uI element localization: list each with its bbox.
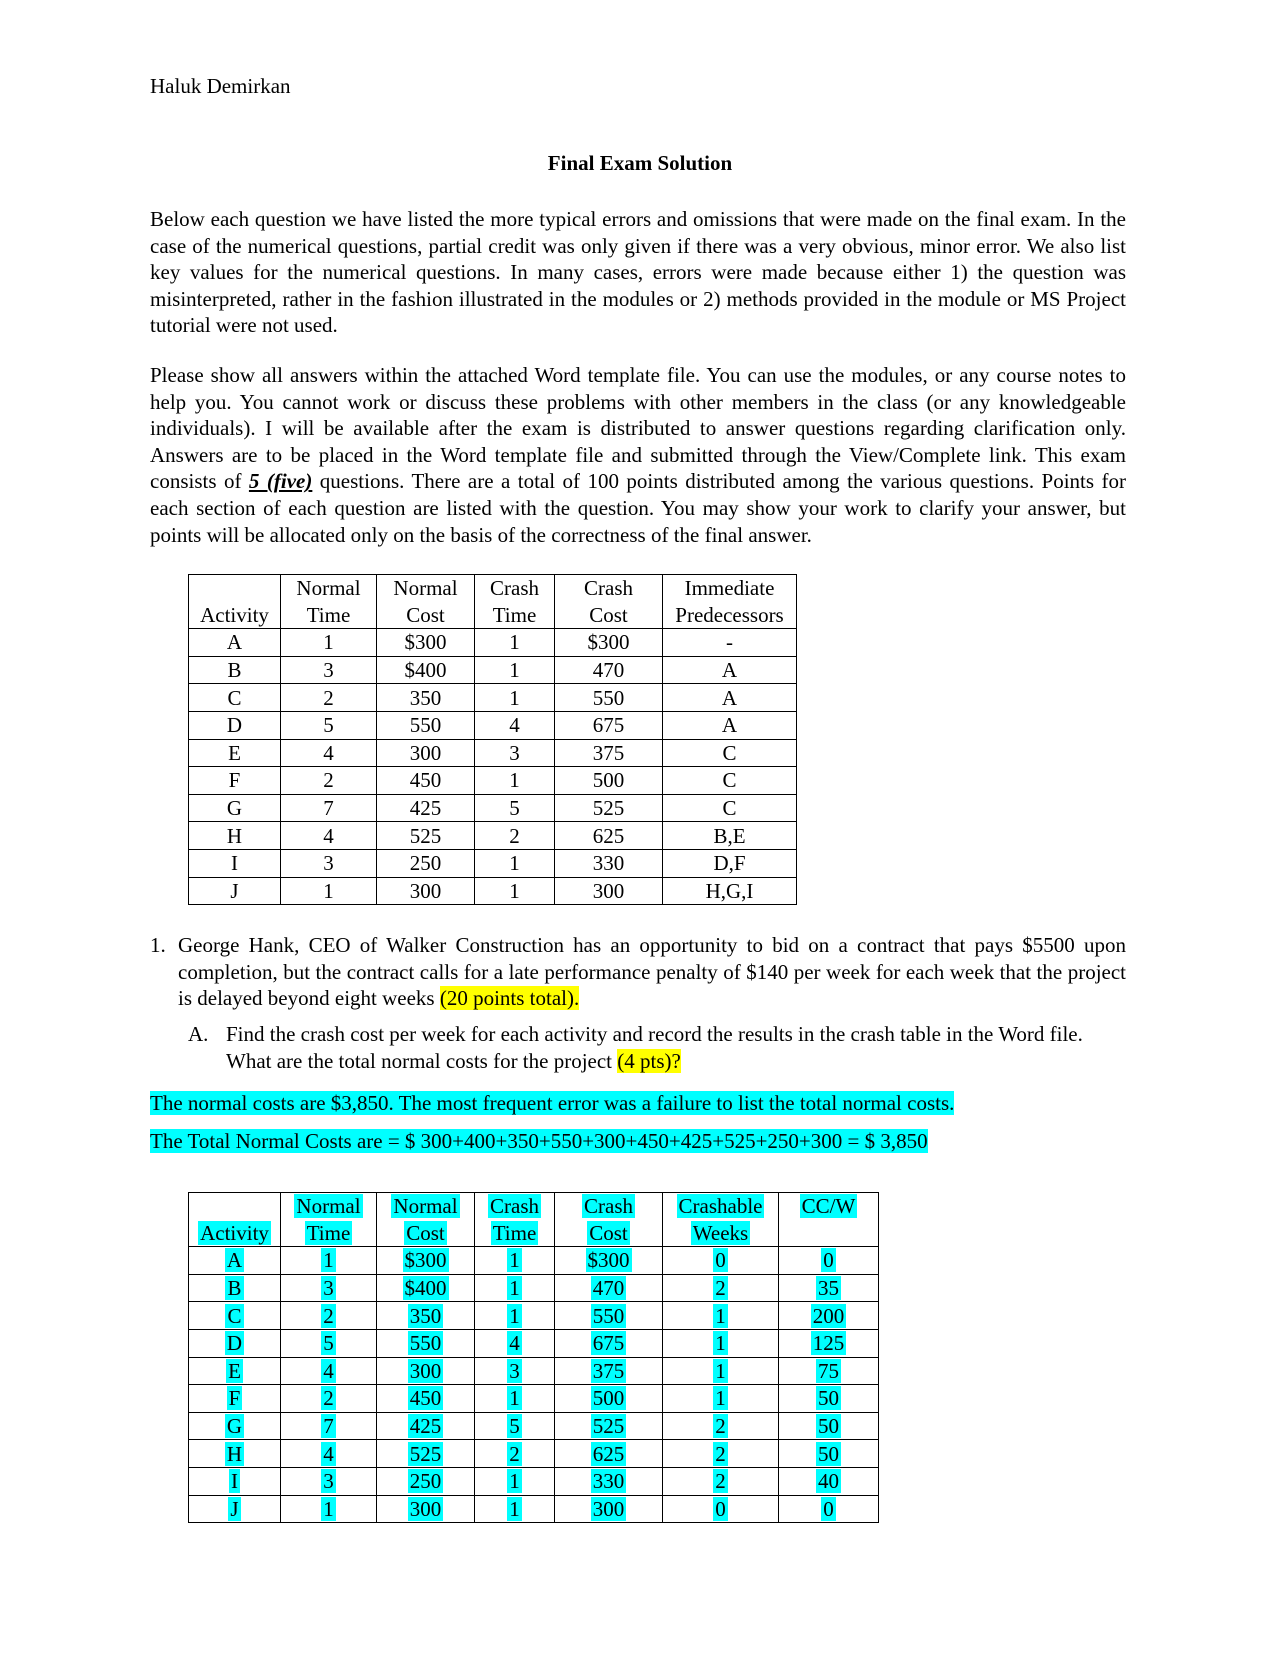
activity-table xyxy=(188,574,797,905)
table-cell-value: 3 xyxy=(323,1276,334,1301)
table-row xyxy=(189,629,797,657)
table-cell xyxy=(475,1440,555,1468)
table-cell xyxy=(377,1385,475,1413)
table-row xyxy=(189,711,797,739)
column-header-bottom xyxy=(475,1220,555,1247)
table-cell-value: 525 xyxy=(592,1414,625,1439)
table-cell-value: 0 xyxy=(823,1248,834,1273)
table-cell: H,G,I xyxy=(663,877,797,905)
table-cell: 1 xyxy=(475,849,555,877)
column-header-bottom xyxy=(663,1220,779,1247)
table-cell: 7 xyxy=(281,794,377,822)
table-cell xyxy=(555,1302,663,1330)
column-header-top xyxy=(475,1193,555,1220)
table-cell xyxy=(555,1247,663,1275)
table-cell: 550 xyxy=(377,711,475,739)
table-cell xyxy=(555,1412,663,1440)
table-cell xyxy=(377,1247,475,1275)
column-header-top xyxy=(779,1193,879,1220)
table-cell-value: 300 xyxy=(409,1358,442,1383)
table-cell-value: 7 xyxy=(323,1414,334,1439)
column-header-bottom-value: Activity xyxy=(200,1220,269,1245)
table-header-row-top xyxy=(189,575,797,602)
table-cell: F xyxy=(189,767,281,795)
table-cell: - xyxy=(663,629,797,657)
table-cell-value: 5 xyxy=(323,1331,334,1356)
table-cell-value: 50 xyxy=(818,1441,839,1466)
table-cell-value: 2 xyxy=(509,1441,520,1466)
table-cell-value: 2 xyxy=(715,1276,726,1301)
table-cell xyxy=(281,1385,377,1413)
table-cell-value: J xyxy=(230,1496,239,1521)
table-cell: 1 xyxy=(475,877,555,905)
table-cell xyxy=(475,1495,555,1523)
table-cell-value: 500 xyxy=(592,1386,625,1411)
table-cell: A xyxy=(663,711,797,739)
table-cell-value: 2 xyxy=(715,1441,726,1466)
table-cell: I xyxy=(189,849,281,877)
column-header-top-value: Crash xyxy=(584,1194,633,1219)
table-cell-value: E xyxy=(228,1358,241,1383)
table-cell-value: $300 xyxy=(404,1248,447,1273)
instructions-paragraph xyxy=(150,362,1126,548)
table-cell-value: $400 xyxy=(404,1276,447,1301)
table-cell-value: 550 xyxy=(409,1331,442,1356)
column-header-bottom xyxy=(779,1220,879,1247)
crash-table xyxy=(188,1192,879,1523)
table-cell xyxy=(281,1274,377,1302)
table-cell xyxy=(663,1357,779,1385)
table-cell xyxy=(663,1467,779,1495)
table-cell-value: 75 xyxy=(818,1358,839,1383)
table-cell: H xyxy=(189,822,281,850)
table-cell: C xyxy=(663,794,797,822)
table-cell: 1 xyxy=(281,629,377,657)
table-row xyxy=(189,1385,879,1413)
table-row xyxy=(189,849,797,877)
table-cell: 1 xyxy=(475,767,555,795)
table-cell xyxy=(663,1247,779,1275)
table-row xyxy=(189,877,797,905)
table-cell-value: 625 xyxy=(592,1441,625,1466)
table-cell: 525 xyxy=(555,794,663,822)
table-cell xyxy=(189,1302,281,1330)
table-cell: 550 xyxy=(555,684,663,712)
table-cell xyxy=(663,1495,779,1523)
table-cell-value: 3 xyxy=(323,1469,334,1494)
table-cell-value: 375 xyxy=(592,1358,625,1383)
table-cell: 2 xyxy=(281,684,377,712)
table-cell-value: 300 xyxy=(409,1496,442,1521)
table-cell: 300 xyxy=(377,877,475,905)
table-cell: D,F xyxy=(663,849,797,877)
table-cell xyxy=(189,1329,281,1357)
table-cell xyxy=(779,1412,879,1440)
table-cell-value: G xyxy=(226,1414,243,1439)
table-cell: 500 xyxy=(555,767,663,795)
table-cell xyxy=(377,1274,475,1302)
part-a-label: A. xyxy=(188,1022,209,1046)
column-header-top-value: Crash xyxy=(490,1194,539,1219)
table-cell-value: 4 xyxy=(509,1331,520,1356)
column-header-top-value: Normal xyxy=(296,1194,361,1219)
table-row xyxy=(189,739,797,767)
table-cell xyxy=(663,1412,779,1440)
table-cell: A xyxy=(189,629,281,657)
column-header-bottom: Time xyxy=(281,602,377,629)
column-header-top: Immediate xyxy=(663,575,797,602)
table-cell xyxy=(189,1467,281,1495)
table-cell: C xyxy=(663,739,797,767)
table-cell-value: 470 xyxy=(592,1276,625,1301)
table-cell: 300 xyxy=(377,739,475,767)
instructions-text-part2: questions. There are a total of 100 points distributed among the various questions. Points for each section of each question are listed with the question. You may show your work to clarify your answer, but points will be allocated only on the basis of the correctness of the final answer. xyxy=(150,469,1126,547)
table-cell-value: 525 xyxy=(409,1441,442,1466)
table-cell-value: 0 xyxy=(715,1248,726,1273)
table-cell: C xyxy=(663,767,797,795)
column-header-bottom: Predecessors xyxy=(663,602,797,629)
table-cell-value: D xyxy=(226,1331,243,1356)
table-cell xyxy=(779,1385,879,1413)
table-cell: 4 xyxy=(281,822,377,850)
table-cell-value: 0 xyxy=(823,1496,834,1521)
table-cell xyxy=(377,1329,475,1357)
answer-line-1 xyxy=(150,1090,954,1116)
table-cell xyxy=(281,1440,377,1468)
table-cell-value: 50 xyxy=(818,1414,839,1439)
table-cell xyxy=(281,1495,377,1523)
column-header-bottom: Cost xyxy=(555,602,663,629)
table-cell xyxy=(189,1440,281,1468)
table-cell-value: 4 xyxy=(323,1441,334,1466)
table-cell: E xyxy=(189,739,281,767)
table-cell-value: B xyxy=(227,1276,242,1301)
table-cell: 375 xyxy=(555,739,663,767)
table-cell: 2 xyxy=(281,767,377,795)
table-cell xyxy=(475,1329,555,1357)
table-cell: J xyxy=(189,877,281,905)
table-cell xyxy=(189,1412,281,1440)
table-cell: C xyxy=(189,684,281,712)
column-header-bottom: Activity xyxy=(189,602,281,629)
table-cell: 5 xyxy=(475,794,555,822)
table-cell: 5 xyxy=(281,711,377,739)
column-header-bottom-value: Cost xyxy=(589,1220,628,1245)
table-row xyxy=(189,1440,879,1468)
table-cell xyxy=(779,1467,879,1495)
table-cell xyxy=(779,1440,879,1468)
column-header-bottom-value: Time xyxy=(492,1220,537,1245)
table-cell xyxy=(475,1357,555,1385)
table-cell xyxy=(555,1467,663,1495)
column-header-bottom xyxy=(377,1220,475,1247)
part-a-points: (4 pts)? xyxy=(617,1048,681,1073)
answer-line-2-text: The Total Normal Costs are = $ 300+400+350+550+300+450+425+525+250+300 = $ 3,850 xyxy=(150,1129,928,1153)
table-cell-value: 2 xyxy=(715,1414,726,1439)
table-cell: 3 xyxy=(281,849,377,877)
table-cell-value: 300 xyxy=(592,1496,625,1521)
table-cell xyxy=(475,1412,555,1440)
table-row xyxy=(189,1467,879,1495)
column-header-bottom-value: Weeks xyxy=(692,1220,749,1245)
table-cell-value: 1 xyxy=(509,1496,520,1521)
table-cell: 525 xyxy=(377,822,475,850)
table-cell xyxy=(377,1412,475,1440)
table-cell: $300 xyxy=(377,629,475,657)
column-header-top: Crash xyxy=(555,575,663,602)
table-cell: 3 xyxy=(475,739,555,767)
table-cell-value: 1 xyxy=(509,1386,520,1411)
table-row xyxy=(189,656,797,684)
table-cell: 1 xyxy=(475,656,555,684)
table-cell: 470 xyxy=(555,656,663,684)
table-cell-value: 330 xyxy=(592,1469,625,1494)
table-cell-value: 200 xyxy=(812,1303,845,1328)
table-cell xyxy=(663,1385,779,1413)
table-row xyxy=(189,1495,879,1523)
table-cell xyxy=(189,1495,281,1523)
table-cell: 1 xyxy=(475,629,555,657)
table-cell-value: 2 xyxy=(323,1303,334,1328)
table-header-row-bottom xyxy=(189,1220,879,1247)
table-cell: B xyxy=(189,656,281,684)
question-1 xyxy=(150,932,1126,1012)
table-cell-value: H xyxy=(226,1441,243,1466)
column-header-top xyxy=(189,1193,281,1220)
table-cell xyxy=(377,1302,475,1330)
table-cell xyxy=(189,1385,281,1413)
table-cell: B,E xyxy=(663,822,797,850)
column-header-top xyxy=(663,1193,779,1220)
table-cell xyxy=(281,1247,377,1275)
table-cell xyxy=(475,1302,555,1330)
question-1-points: (20 points total). xyxy=(439,986,580,1011)
table-cell xyxy=(555,1357,663,1385)
table-cell-value: 1 xyxy=(509,1248,520,1273)
table-cell: 4 xyxy=(475,711,555,739)
intro-paragraph: Below each question we have listed the more typical errors and omissions that were made on the final exam. In the case of the numerical questions, partial credit was only given if there was a very obvious, minor error. We also list key values for the numerical questions. In many cases, errors were made because either 1) the question was misinterpreted, rather in the fashion illustrated in the modules or 2) methods provided in the module or MS Project tutorial were not used. xyxy=(150,207,1126,338)
table-cell: 625 xyxy=(555,822,663,850)
column-header-bottom-value: Cost xyxy=(406,1220,445,1245)
table-cell xyxy=(281,1467,377,1495)
table-cell: 4 xyxy=(281,739,377,767)
table-cell xyxy=(377,1495,475,1523)
table-cell xyxy=(377,1440,475,1468)
table-row xyxy=(189,1247,879,1275)
table-cell-value: 250 xyxy=(409,1469,442,1494)
table-cell xyxy=(281,1412,377,1440)
table-cell: 1 xyxy=(475,684,555,712)
table-cell-value: 1 xyxy=(509,1276,520,1301)
table-cell xyxy=(475,1247,555,1275)
table-cell xyxy=(281,1302,377,1330)
table-cell xyxy=(779,1302,879,1330)
table-cell xyxy=(377,1357,475,1385)
table-cell-value: 1 xyxy=(715,1303,726,1328)
table-cell-value: 1 xyxy=(509,1469,520,1494)
table-cell: $400 xyxy=(377,656,475,684)
table-cell-value: 1 xyxy=(323,1248,334,1273)
column-header-bottom xyxy=(281,1220,377,1247)
table-cell xyxy=(189,1274,281,1302)
column-header-top xyxy=(189,575,281,602)
answer-line-2 xyxy=(150,1128,928,1154)
table-cell xyxy=(281,1329,377,1357)
table-cell xyxy=(189,1247,281,1275)
table-cell-value: 450 xyxy=(409,1386,442,1411)
table-cell: 450 xyxy=(377,767,475,795)
table-cell-value: 3 xyxy=(509,1358,520,1383)
table-cell-value: 350 xyxy=(409,1303,442,1328)
table-cell xyxy=(555,1495,663,1523)
table-cell-value: 125 xyxy=(812,1331,845,1356)
table-row xyxy=(189,684,797,712)
part-a-text: Find the crash cost per week for each activity and record the results in the crash table in the Word file. What are the total normal costs for the project xyxy=(226,1022,1083,1073)
table-cell xyxy=(475,1274,555,1302)
table-cell-value: 675 xyxy=(592,1331,625,1356)
table-cell-value: I xyxy=(231,1469,238,1494)
table-cell: $300 xyxy=(555,629,663,657)
question-1-part-a xyxy=(188,1021,1126,1074)
table-cell-value: 2 xyxy=(715,1469,726,1494)
table-cell-value: 1 xyxy=(323,1496,334,1521)
table-row xyxy=(189,1329,879,1357)
column-header-bottom-value: Time xyxy=(306,1220,351,1245)
table-cell-value: $300 xyxy=(587,1248,630,1273)
table-row xyxy=(189,794,797,822)
table-cell: A xyxy=(663,656,797,684)
column-header-top xyxy=(377,1193,475,1220)
table-header-row-bottom xyxy=(189,602,797,629)
table-cell xyxy=(779,1329,879,1357)
table-cell-value: 425 xyxy=(409,1414,442,1439)
table-cell: 330 xyxy=(555,849,663,877)
table-cell: G xyxy=(189,794,281,822)
table-cell-value: C xyxy=(227,1303,242,1328)
question-1-text: George Hank, CEO of Walker Construction has an opportunity to bid on a contract that pays $5500 upon completion, but the contract calls for a late performance penalty of $140 per week for each week that the project is delayed beyond eight weeks xyxy=(178,933,1126,1011)
table-row xyxy=(189,1274,879,1302)
column-header-bottom: Time xyxy=(475,602,555,629)
question-count-emphasis: 5 (five) xyxy=(248,469,313,494)
table-cell-value: 4 xyxy=(323,1358,334,1383)
table-row xyxy=(189,1412,879,1440)
table-cell-value: 1 xyxy=(715,1358,726,1383)
table-cell xyxy=(555,1385,663,1413)
table-cell: 250 xyxy=(377,849,475,877)
table-cell xyxy=(663,1302,779,1330)
table-cell xyxy=(475,1385,555,1413)
answer-line-1-text: The normal costs are $3,850. The most frequent error was a failure to list the total normal costs. xyxy=(150,1091,955,1115)
table-cell: D xyxy=(189,711,281,739)
column-header-top-value: CC/W xyxy=(801,1194,856,1219)
table-cell: 675 xyxy=(555,711,663,739)
author-name: Haluk Demirkan xyxy=(150,74,291,98)
document-title: Final Exam Solution xyxy=(547,151,733,175)
table-cell: 3 xyxy=(281,656,377,684)
table-cell-value: 40 xyxy=(818,1469,839,1494)
table-cell xyxy=(377,1467,475,1495)
table-cell-value: 1 xyxy=(715,1331,726,1356)
column-header-bottom: Cost xyxy=(377,602,475,629)
table-cell: 425 xyxy=(377,794,475,822)
table-row xyxy=(189,767,797,795)
table-cell xyxy=(555,1329,663,1357)
table-cell xyxy=(281,1357,377,1385)
table-cell: 300 xyxy=(555,877,663,905)
table-row xyxy=(189,822,797,850)
table-cell-value: 1 xyxy=(509,1303,520,1328)
table-cell xyxy=(189,1357,281,1385)
table-cell xyxy=(555,1440,663,1468)
column-header-top: Crash xyxy=(475,575,555,602)
column-header-bottom xyxy=(189,1220,281,1247)
column-header-bottom xyxy=(555,1220,663,1247)
table-cell xyxy=(555,1274,663,1302)
column-header-top-value: Normal xyxy=(393,1194,458,1219)
table-cell-value: 5 xyxy=(509,1414,520,1439)
table-cell xyxy=(663,1440,779,1468)
table-cell: 1 xyxy=(281,877,377,905)
table-cell: A xyxy=(663,684,797,712)
table-row xyxy=(189,1302,879,1330)
table-cell-value: 2 xyxy=(323,1386,334,1411)
table-cell: 350 xyxy=(377,684,475,712)
table-row xyxy=(189,1357,879,1385)
table-cell: 2 xyxy=(475,822,555,850)
column-header-top: Normal xyxy=(377,575,475,602)
column-header-top: Normal xyxy=(281,575,377,602)
column-header-top-value: Crashable xyxy=(678,1194,763,1219)
table-cell xyxy=(779,1357,879,1385)
table-cell xyxy=(779,1495,879,1523)
column-header-top xyxy=(281,1193,377,1220)
instructions-text-part1: Please show all answers within the attached Word template file. You can use the modules, or any course notes to help you. You cannot work or discuss these problems with other members in the class (or any knowledgeable individuals). I will be available after the exam is distributed to answer questions regarding clarification only. Answers are to be placed in the Word template file and submitted through the View/Complete link. This exam consists of xyxy=(150,363,1126,494)
table-cell xyxy=(779,1274,879,1302)
table-cell-value: 0 xyxy=(715,1496,726,1521)
table-cell-value: 35 xyxy=(818,1276,839,1301)
column-header-top xyxy=(555,1193,663,1220)
table-header-row-top xyxy=(189,1193,879,1220)
question-1-number: 1. xyxy=(150,933,166,957)
table-cell-value: F xyxy=(228,1386,241,1411)
table-cell xyxy=(663,1274,779,1302)
table-cell xyxy=(663,1329,779,1357)
table-cell-value: 550 xyxy=(592,1303,625,1328)
table-cell-value: A xyxy=(226,1248,243,1273)
table-cell xyxy=(779,1247,879,1275)
table-cell-value: 1 xyxy=(715,1386,726,1411)
table-cell xyxy=(475,1467,555,1495)
table-cell-value: 50 xyxy=(818,1386,839,1411)
